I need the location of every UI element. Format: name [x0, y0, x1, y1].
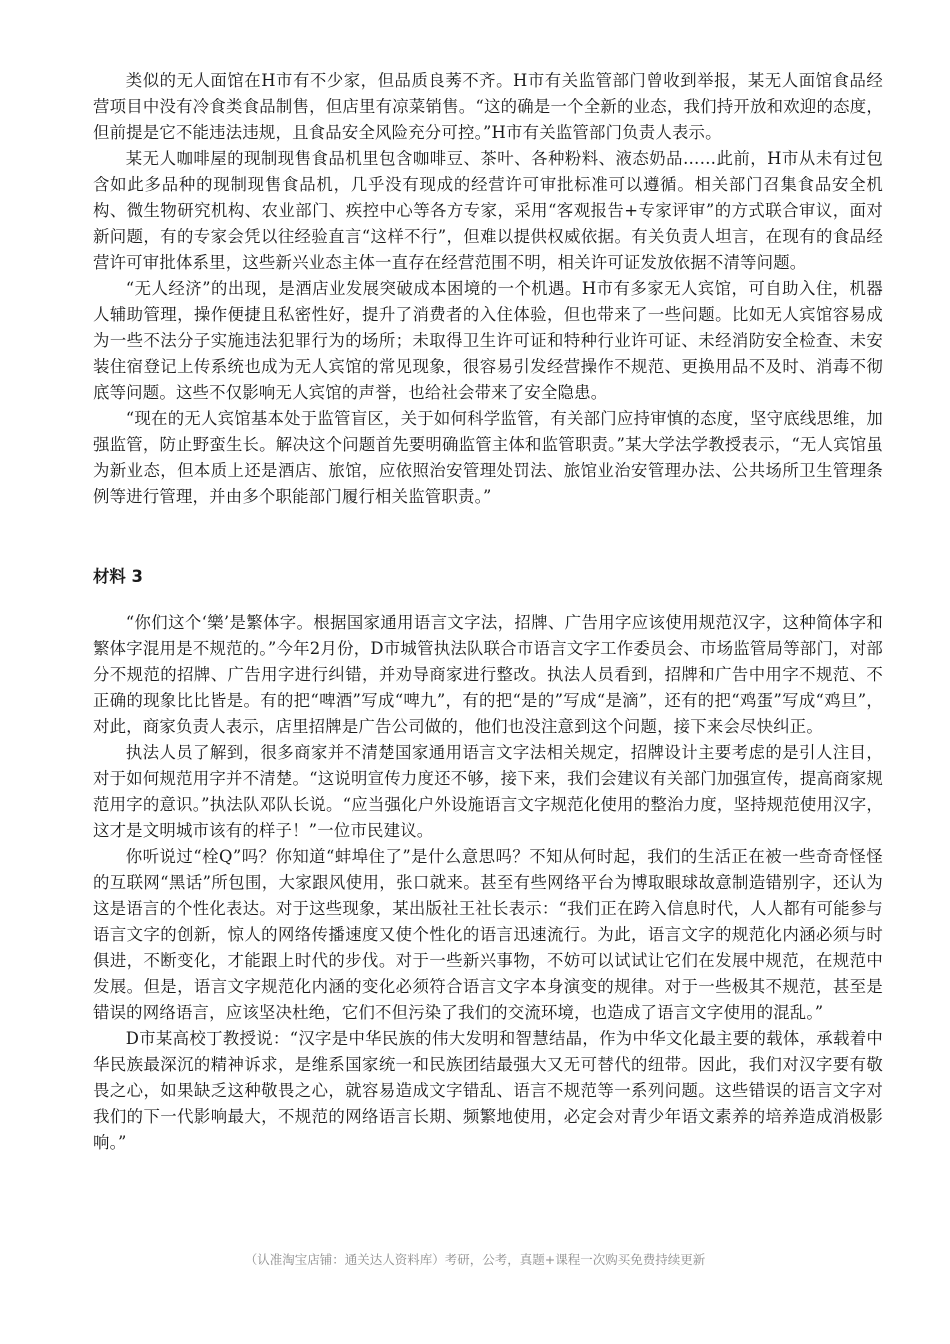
page-footer: （认准淘宝店铺：通关达人资料库）考研，公考，真题+课程一次购买免费持续更新: [244, 1252, 706, 1267]
paragraph: 类似的无人面馆在H市有不少家，但品质良莠不齐。H市有关监管部门曾收到举报，某无人面馆食品经营项目中没有冷食类食品制售，但店里有凉菜销售。“这的确是一个全新的业态，我们持开放和欢迎的态度，但前提是它不能违法违规，且食品安全风险充分可控。”H市有关监管部门负责人表示。: [93, 71, 883, 142]
section-heading: 材料 3: [93, 567, 143, 586]
paragraph: “你们这个‘樂’是繁体字。根据国家通用语言文字法，招牌、广告用字应该使用规范汉字，这种简体字和繁体字混用是不规范的。”今年2月份，D市城管执法队联合市语言文字工作委员会、市场监管局等部门，对部分不规范的招牌、广告用字进行纠错，并劝导商家进行整改。执法人员看到，招牌和广告中用字不规范、不正确的现象比比皆是。有的把“啤酒”写成“啤九”，有的把“是的”写成“是滴”，还有的把“鸡蛋”写成“鸡旦”，对此，商家负责人表示，店里招牌是广告公司做的，他们也没注意到这个问题，接下来会尽快纠正。: [93, 613, 883, 736]
document-body: [93, 68, 883, 1156]
paragraph: “无人经济”的出现，是酒店业发展突破成本困境的一个机遇。H市有多家无人宾馆，可自助入住，机器人辅助管理，操作便捷且私密性好，提升了消费者的入住体验，但也带来了一些问题。比如无人宾馆容易成为一些不法分子实施违法犯罪行为的场所；未取得卫生许可证和特种行业许可证、未经消防安全检查、未安装住宿登记上传系统也成为无人宾馆的常见现象，很容易引发经营操作不规范、更换用品不及时、消毒不彻底等问题。这些不仅影响无人宾馆的声誉，也给社会带来了安全隐患。: [93, 279, 883, 402]
paragraph: 某无人咖啡屋的现制现售食品机里包含咖啡豆、茶叶、各种粉料、液态奶品……此前，H市从未有过包含如此多品种的现制现售食品机，几乎没有现成的经营许可审批标准可以遵循。相关部门召集食品安全机构、微生物研究机构、农业部门、疾控中心等各方专家，采用“客观报告+专家评审”的方式联合审议，面对新问题，有的专家会凭以往经验直言“这样不行”，但难以提供权威依据。有关负责人坦言，在现有的食品经营许可审批体系里，这些新兴业态主体一直存在经营范围不明，相关许可证发放依据不清等问题。: [93, 149, 883, 272]
paragraph: “现在的无人宾馆基本处于监管盲区，关于如何科学监管，有关部门应持审慎的态度，坚守底线思维，加强监管，防止野蛮生长。解决这个问题首先要明确监管主体和监管职责。”某大学法学教授表示，“无人宾馆虽为新业态，但本质上还是酒店、旅馆，应依照治安管理处罚法、旅馆业治安管理办法、公共场所卫生管理条例等进行管理，并由多个职能部门履行相关监管职责。”: [93, 409, 883, 506]
paragraph: 执法人员了解到，很多商家并不清楚国家通用语言文字法相关规定，招牌设计主要考虑的是引人注目，对于如何规范用字并不清楚。“这说明宣传力度还不够，接下来，我们会建议有关部门加强宣传，提高商家规范用字的意识。”执法队邓队长说。“应当强化户外设施语言文字规范化使用的整治力度，坚持规范使用汉字，这才是文明城市该有的样子！”一位市民建议。: [93, 743, 883, 840]
paragraph: D市某高校丁教授说：“汉字是中华民族的伟大发明和智慧结晶，作为中华文化最主要的载体，承载着中华民族最深沉的精神诉求，是维系国家统一和民族团结最强大又无可替代的纽带。因此，我们对汉字要有敬畏之心，如果缺乏这种敬畏之心，就容易造成文字错乱、语言不规范等一系列问题。这些错误的语言文字对我们的下一代影响最大，不规范的网络语言长期、频繁地使用，必定会对青少年语文素养的培养造成消极影响。”: [93, 1029, 883, 1152]
paragraph: 你听说过“栓Q”吗？你知道“蚌埠住了”是什么意思吗？不知从何时起，我们的生活正在被一些奇奇怪怪的互联网“黑话”所包围，大家跟风使用，张口就来。甚至有些网络平台为博取眼球故意制造错别字，还认为这是语言的个性化表达。对于这些现象，某出版社王社长表示：“我们正在跨入信息时代，人人都有可能参与语言文字的创新，惊人的网络传播速度又使个性化的语言迅速流行。为此，语言文字的规范化内涵必须与时俱进，不断变化，才能跟上时代的步伐。对于一些新兴事物，不妨可以试试让它们在发展中规范，在规范中发展。但是，语言文字规范化内涵的变化必须符合语言文字本身演变的规律。对于一些极其不规范，甚至是错误的网络语言，应该坚决杜绝，它们不但污染了我们的交流环境，也造成了语言文字使用的混乱。”: [93, 847, 883, 1022]
